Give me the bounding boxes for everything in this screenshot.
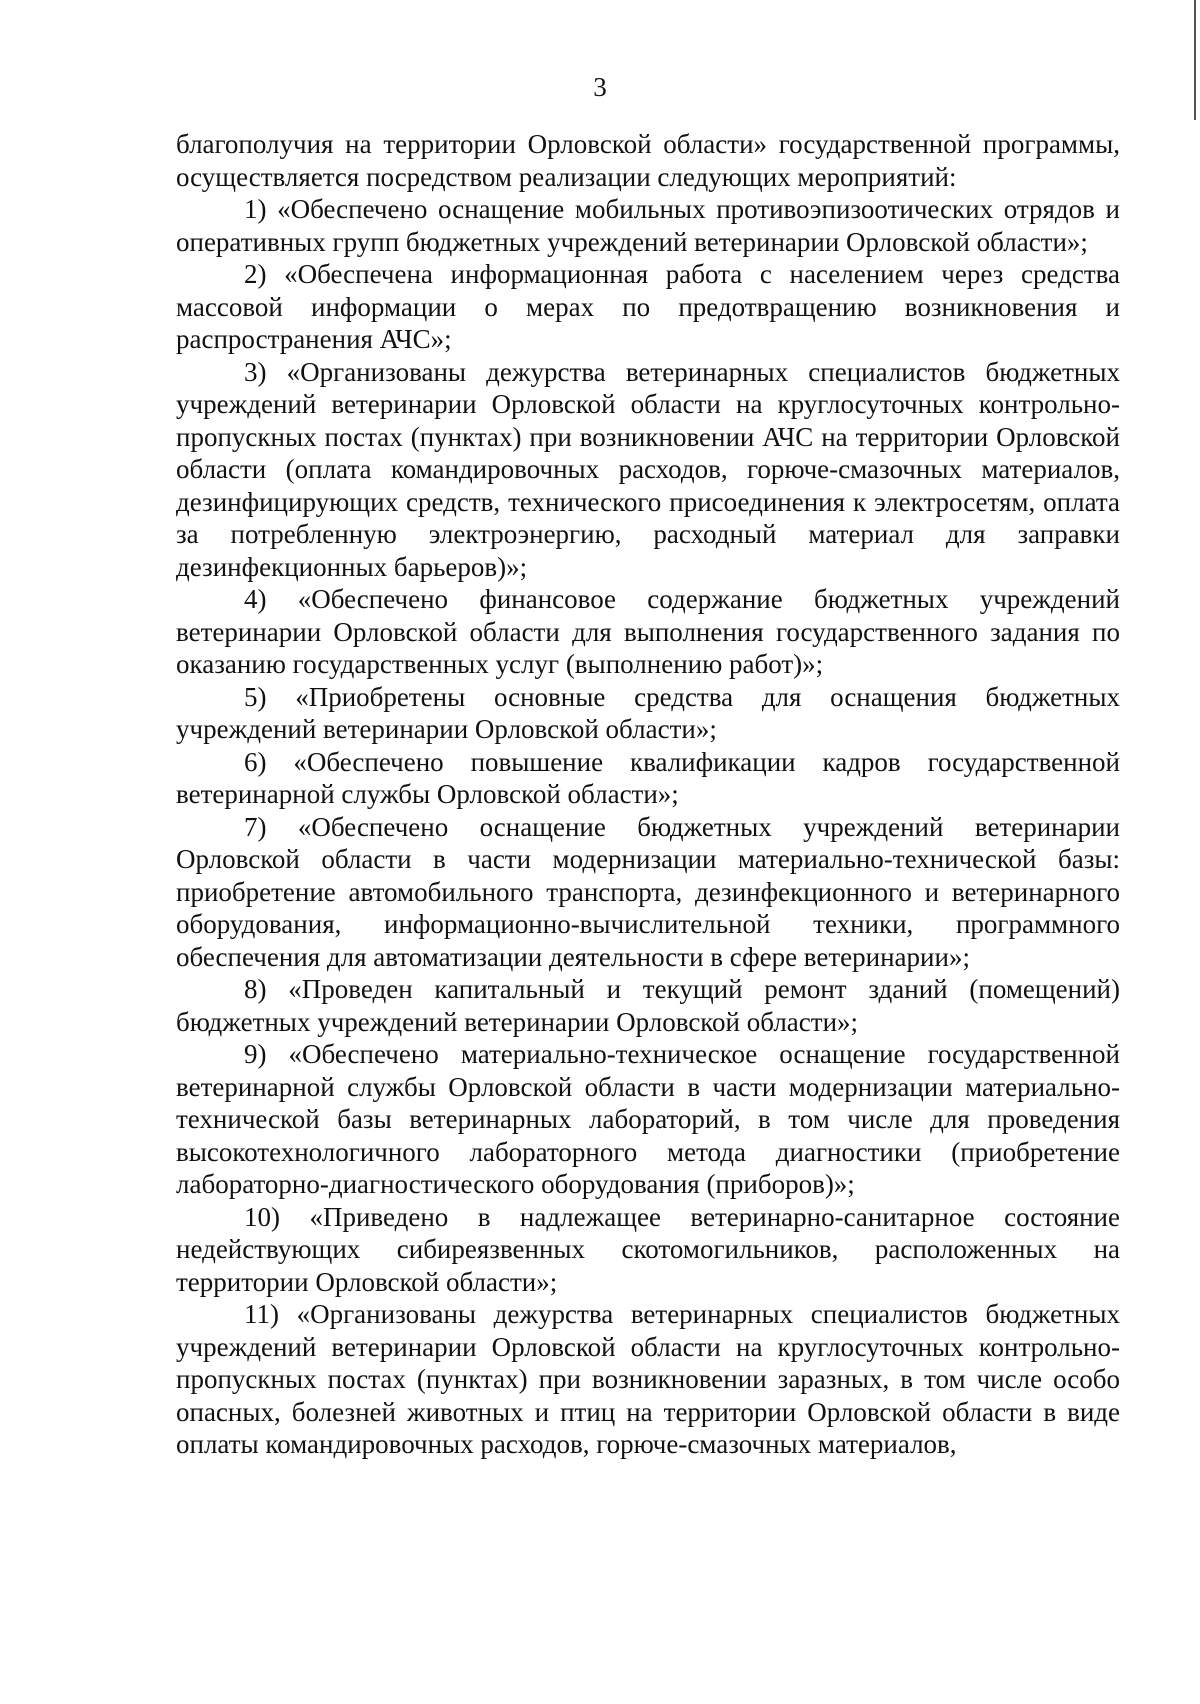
paragraph-item-1: 1) «Обеспечено оснащение мобильных противоэпизоотических отрядов и оперативных групп бюджетных учреждений ветеринарии Орловской области»; bbox=[176, 194, 1120, 257]
paragraph-item-5: 5) «Приобретены основные средства для оснащения бюджетных учреждений ветеринарии Орловской области»; bbox=[176, 681, 1120, 744]
paragraph-item-9: 9) «Обеспечено материально-техническое оснащение государственной ветеринарной службы Орловской области в части модернизации материально-технической базы ветеринарных лабораторий, в том числе для проведения высокотехнологичного лабораторного метода диагностики (приобретение лабораторно-диагностического оборудования (приборов)»; bbox=[176, 1039, 1120, 1199]
paragraph-item-6: 6) «Обеспечено повышение квалификации кадров государственной ветеринарной службы Орловской области»; bbox=[176, 746, 1120, 809]
document-body bbox=[176, 128, 1120, 1461]
paragraph-item-8: 8) «Проведен капитальный и текущий ремонт зданий (помещений) бюджетных учреждений ветеринарии Орловской области»; bbox=[176, 974, 1120, 1037]
page-number: 3 bbox=[593, 72, 607, 102]
paragraph-item-2: 2) «Обеспечена информационная работа с населением через средства массовой информации о мерах по предотвращению возникновения и распространения АЧС»; bbox=[176, 259, 1120, 354]
paragraph-item-4: 4) «Обеспечено финансовое содержание бюджетных учреждений ветеринарии Орловской области для выполнения государственного задания по оказанию государственных услуг (выполнению работ)»; bbox=[176, 584, 1120, 679]
paragraph-intro: благополучия на территории Орловской области» государственной программы, осуществляется посредством реализации следующих мероприятий: bbox=[176, 129, 1120, 192]
scan-edge-mark bbox=[1194, 0, 1196, 120]
paragraph-item-3: 3) «Организованы дежурства ветеринарных специалистов бюджетных учреждений ветеринарии Орловской области на круглосуточных контрольно-пропускных постах (пунктах) при возникновении АЧС на территории Орловской области (оплата командировочных расходов, горюче-смазочных материалов, дезинфицирующих средств, технического присоединения к электросетям, оплата за потребленную электроэнергию, расходный материал для заправки дезинфекционных барьеров)»; bbox=[176, 356, 1120, 582]
paragraph-item-10: 10) «Приведено в надлежащее ветеринарно-санитарное состояние недействующих сибиреязвенных скотомогильников, расположенных на территории Орловской области»; bbox=[176, 1201, 1120, 1297]
paragraph-item-7: 7) «Обеспечено оснащение бюджетных учреждений ветеринарии Орловской области в части модернизации материально-технической базы: приобретение автомобильного транспорта, дезинфекционного и ветеринарного оборудования, информационно-вычислительной техники, программного обеспечения для автоматизации деятельности в сфере ветеринарии»; bbox=[176, 811, 1120, 972]
paragraph-item-11: 11) «Организованы дежурства ветеринарных специалистов бюджетных учреждений ветеринарии Орловской области на круглосуточных контрольно-пропускных постах (пунктах) при возникновении заразных, в том числе особо опасных, болезней животных и птиц на территории Орловской области в виде оплаты командировочных расходов, горюче-смазочных материалов, bbox=[176, 1299, 1120, 1459]
